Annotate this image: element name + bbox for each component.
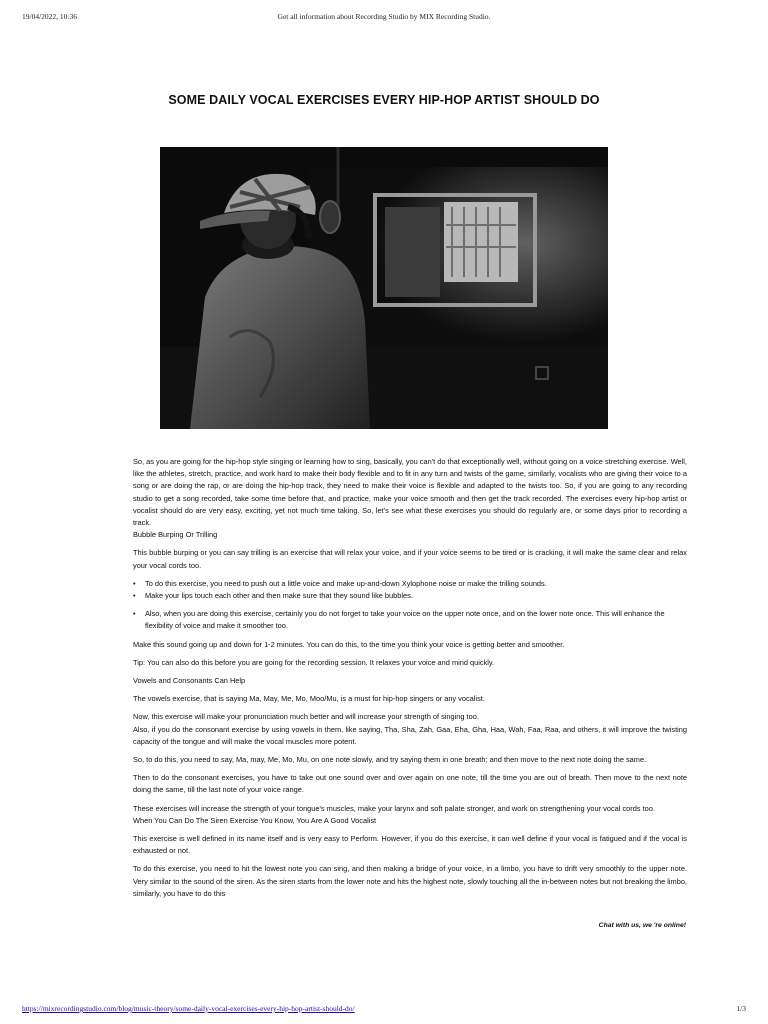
page-url-link[interactable]: https://mixrecordingstudio.com/blog/music-theory/some-daily-vocal-exercises-every-hip-hop-artist-should-do/ xyxy=(22,1004,355,1013)
paragraph: This exercise is well defined in its name itself and is very easy to Perform. However, if you do this exercise, it can well define if your vocal is fatigued and if the vocal is exhausted or not. xyxy=(133,834,687,856)
article-body xyxy=(133,456,687,900)
paragraph: So, to do this, you need to say, Ma, may, Me, Mo, Mu, on one note slowly, and try saying them in one breath; and then move to the next note doing the same. xyxy=(133,755,647,765)
section-heading-siren: When You Can Do The Siren Exercise You Know, You Are A Good Vocalist xyxy=(133,815,377,825)
list-item: • Also, when you are doing this exercise, certainly you do not forget to take your voice on the upper note once, and on the lower note once. This will enhance the flexibility of voice and make it smoother too. xyxy=(133,608,687,632)
paragraph: These exercises will increase the strength of your tongue's muscles, make your larynx and soft palate stronger, and work on strengthening your vocal cords too. xyxy=(133,803,655,813)
print-page-title: Get all information about Recording Studio by MIX Recording Studio. xyxy=(277,12,491,21)
paragraph: Also, if you do the consonant exercise by using vowels in them, like saying, Tha, Sha, Zah, Gaa, Eha, Gha, Haa, Wah, Faa, Raa, and others, it will improve the twisting capacity of the tongue and will make the vocal muscles more potent. xyxy=(133,724,687,746)
page-number: 1/3 xyxy=(736,1004,746,1013)
print-datetime: 19/04/2022, 10:36 xyxy=(22,12,78,21)
list-item: • Make your lips touch each other and then make sure that they sound like bubbles. xyxy=(133,590,687,602)
exercise-list xyxy=(133,578,687,633)
chat-widget-label[interactable]: Chat with us, we 're online! xyxy=(598,922,686,929)
article-title: SOME DAILY VOCAL EXERCISES EVERY HIP-HOP ARTIST SHOULD DO xyxy=(168,93,600,107)
paragraph: To do this exercise, you need to hit the lowest note you can sing, and then making a bridge of your voice, in a limbo, you have to drift very smoothly to the upper note. Very similar to the sound of the siren. As the siren starts from the lower note and hits the highest note, slowly touching all the in-between notes but not breaking the limbo, similarly, you have to do this xyxy=(133,864,687,898)
list-item: • To do this exercise, you need to push out a little voice and make up-and-down Xylophone noise or make the trilling sounds. xyxy=(133,578,687,590)
recording-studio-photo xyxy=(160,147,608,429)
section-heading-bubble-burping: Bubble Burping Or Trilling xyxy=(133,530,218,540)
paragraph: The vowels exercise, that is saying Ma, May, Me, Mo, Moo/Mu, is a must for hip-hop singers or any vocalist. xyxy=(133,694,485,704)
article-hero-image xyxy=(160,147,608,429)
intro-paragraph: So, as you are going for the hip-hop style singing or learning how to sing, basically, you can't do that exceptionally well, without going on a voice stretching exercise. Well, like the athletes, stretch, practice, and work hard to make their body flexible and to fit in any turn and twists of the game, similarly, vocalists who are giving their voice to a song or are doing the rap, or are doing the hip-hop track, they need to make their voice is flexible and adapted to the twists too. So, if you are going to any recording studio to get a song recorded, take some time before that, and practice, make your voice smooth and then get the track recorded. The exercises every hip-hop artist or vocalist should do are very easy, exciting, yet not much time taking. So, let's see what these exercises you should do regularly are, or some days prior to recording a track. xyxy=(133,457,687,528)
section-heading-vowels: Vowels and Consonants Can Help xyxy=(133,676,246,686)
paragraph: This bubble burping or you can say trilling is an exercise that will relax your voice, and if your voice seems to be tired or is cracking, it will make the same clear and relax your vocal cords too. xyxy=(133,548,687,570)
tip-paragraph: Tip: You can also do this before you are going for the recording session. It relaxes your voice and mind quickly. xyxy=(133,657,495,667)
paragraph: Now, this exercise will make your pronunciation much better and will increase your strength of singing too. xyxy=(133,712,479,722)
paragraph: Make this sound going up and down for 1-2 minutes. You can do this, to the time you think your voice is getting better and smoother. xyxy=(133,639,565,649)
paragraph: Then to do the consonant exercises, you have to take out one sound over and over again on one note, till the time you are out of breath. Then move to the next note doing the same, till the last note of your voice range. xyxy=(133,773,687,795)
